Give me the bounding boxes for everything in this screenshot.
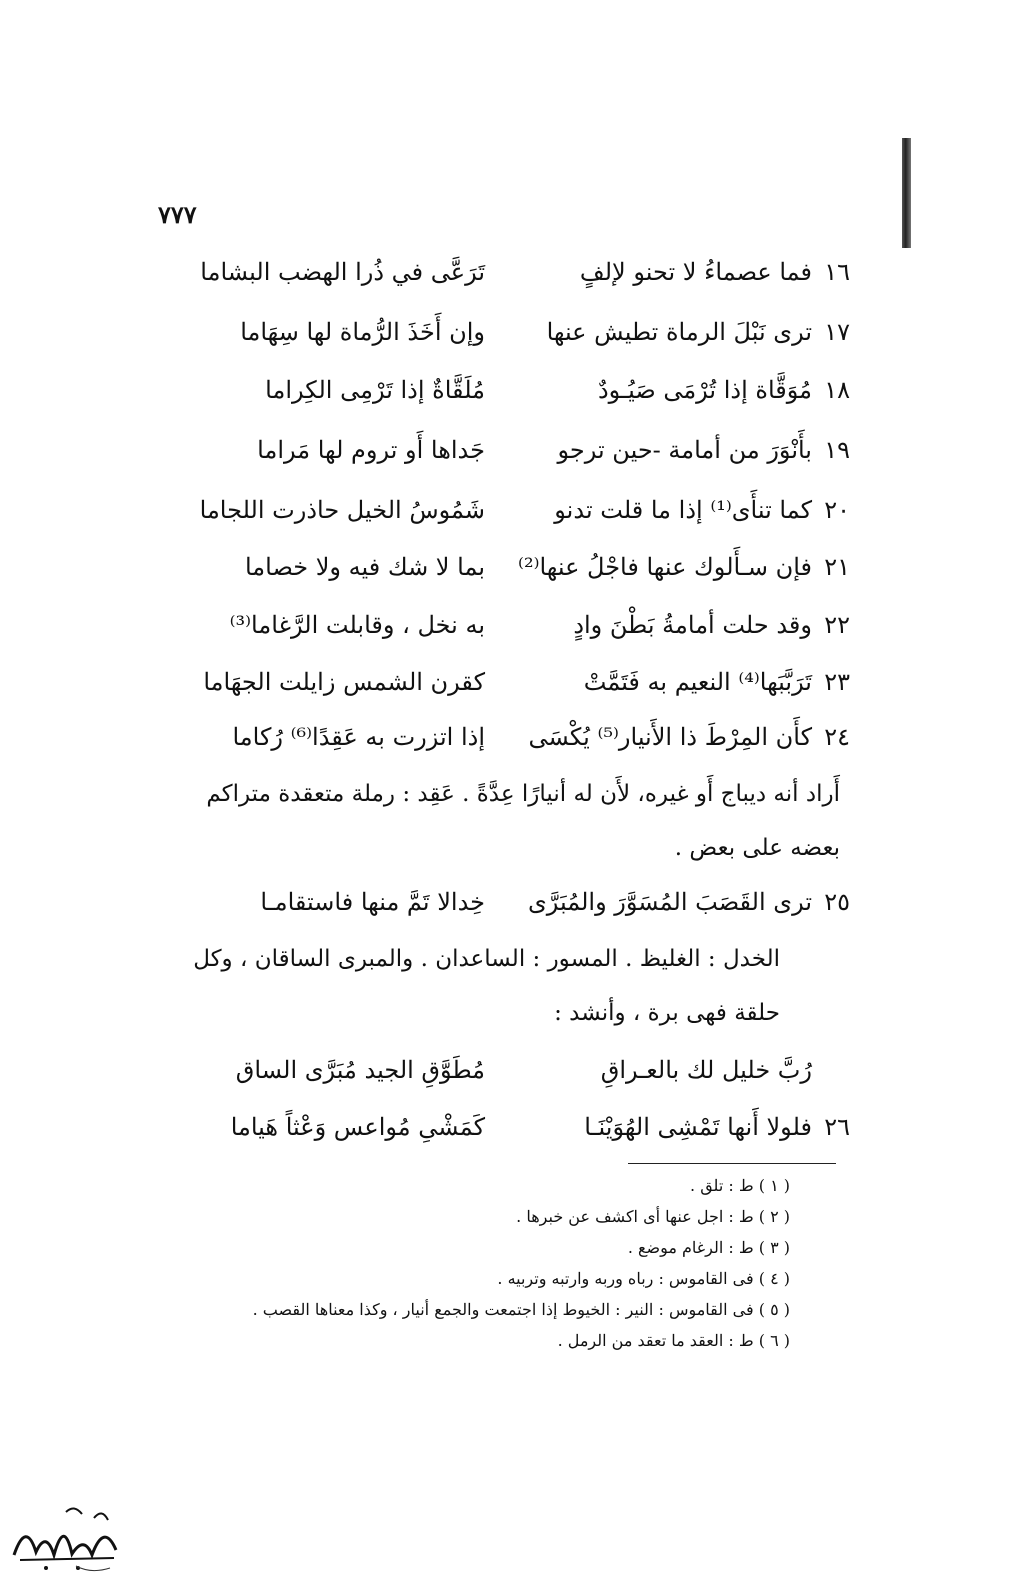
verse-second-hemistich: كَمَشْىِ مُواعس وَعْثاً هَياما [230,1113,485,1141]
verse-number: ١٩ [824,436,850,464]
footnote: ( ٥ ) فى القاموس : النير : الخيوط إذا اجتمعت والجمع أنيار ، وكذا معناها القصب . [252,1300,790,1319]
calligraphy-logo [6,1500,126,1580]
verse-line [185,660,850,704]
footnote-separator [628,1163,836,1164]
verse-number: ٢١ [824,553,850,581]
verse-number: ٢٢ [824,611,850,639]
verse-second-hemistich: إذا اتزرت به عَقِدًا⁽⁶⁾ رُكاما [232,723,485,751]
verse-number: ٢٤ [824,723,850,751]
verse-first-hemistich: بأَنْوَرَ من أمامة -حين ترجو [557,436,812,464]
verse-second-hemistich: به نخل ، وقابلت الرَّغاما⁽³⁾ [229,611,485,639]
verse-line [185,715,850,759]
page-edge-mark [902,138,911,248]
footnote: ( ٤ ) فى القاموس : رباه وربه وارتبه وتربيه . [497,1269,790,1288]
verse-number: ٢٦ [824,1113,850,1141]
verse-number: ٢٣ [824,668,850,696]
footnote: ( ٢ ) ط : اجل عنها أى اكشف عن خبرها . [516,1207,790,1226]
verse-number: ٢٥ [824,888,850,916]
verse-line [185,880,850,924]
verse-second-hemistich: تَرَعَّى في ذُرا الهضب البشاما [200,258,485,286]
verse-line [185,250,850,294]
verse-first-hemistich: وقد حلت أمامةُ بَطْنَ وادٍ [573,611,812,639]
verse-line [185,368,850,412]
footnote: ( ١ ) ط : تلق . [690,1176,790,1195]
verse-line [185,1105,850,1149]
verse-second-hemistich: جَداها أَو تروم لها مَراما [257,436,485,464]
verse-second-hemistich: بما لا شك فيه ولا خصاما [244,553,485,581]
verse-line [185,488,850,532]
footnote: ( ٦ ) ط : العقد ما تعقد من الرمل . [557,1331,790,1350]
verse-number: ٢٠ [824,496,850,524]
quoted-verse-line [185,1048,850,1092]
commentary-paragraph: أَراد أنه ديباج أَو غيره، لأَن له أنيارًا عِدَّةً . عَقِد : رملة متعقدة متراكم بعضه على بعض . [206,781,840,861]
verse-line [185,603,850,647]
page-number: ٧٧٧ [158,200,197,229]
verse-number: ١٧ [824,318,850,346]
verse-number: ١٨ [824,376,850,404]
verse-line [185,428,850,472]
verse-first-hemistich: فإن سـأَلوك عنها فاجْلُ عنها⁽²⁾ [518,553,812,581]
footnotes-list [150,1170,790,1356]
verse-first-hemistich: تَرَبَّبَها⁽⁴⁾ النعيم به فَتَمَّتْ [583,668,812,696]
verse-first-hemistich: مُوَقَّاة إذا تُرْمَى صَيُـودٌ [597,376,812,404]
verse-second-hemistich: كقرن الشمس زايلت الجهَاما [203,668,485,696]
verse-first-hemistich: ترى نَبْلَ الرماة تطيش عنها [546,318,812,346]
commentary-paragraph: الخدل : الغليظ . المسور : الساعدان . والمبرى الساقان ، وكل حلقة فهى برة ، وأنشد : [193,946,780,1026]
verse-first-hemistich: كما تنأَى⁽¹⁾ إذا ما قلت تدنو [554,496,812,524]
verse-first-hemistich: فما عصماءُ لا تحنو لإلفٍ [579,258,812,286]
verse-first-hemistich: رُبَّ خليل لك بالعـراقِ [600,1056,812,1084]
verse-second-hemistich: شَمُوسُ الخيل حاذرت اللجاما [199,496,485,524]
verse-second-hemistich: مُطَوَّقِ الجيد مُبَرَّى الساق [235,1056,485,1084]
verse-first-hemistich: ترى القَصَبَ المُسَوَّرَ والمُبَرَّى [527,888,812,916]
footnote: ( ٣ ) ط : الرغام موضع . [627,1238,790,1257]
verse-second-hemistich: مُلَقَّاةٌ إذا تَرْمِى الكِراما [265,376,485,404]
verse-second-hemistich: وإن أَخَذَ الرُّماة لها سِهَاما [240,318,485,346]
verse-number: ١٦ [824,258,850,286]
verse-first-hemistich: فلولا أَنها تَمْشِى الهُوَيْنَـا [584,1113,812,1141]
verse-first-hemistich: كأَن المِرْطَ ذا الأَنيار⁽⁵⁾ يُكْسَى [528,723,812,751]
verse-line [185,310,850,354]
verse-line [185,545,850,589]
verse-second-hemistich: خِدالا تَمَّ منها فاستقامـا [260,888,485,916]
